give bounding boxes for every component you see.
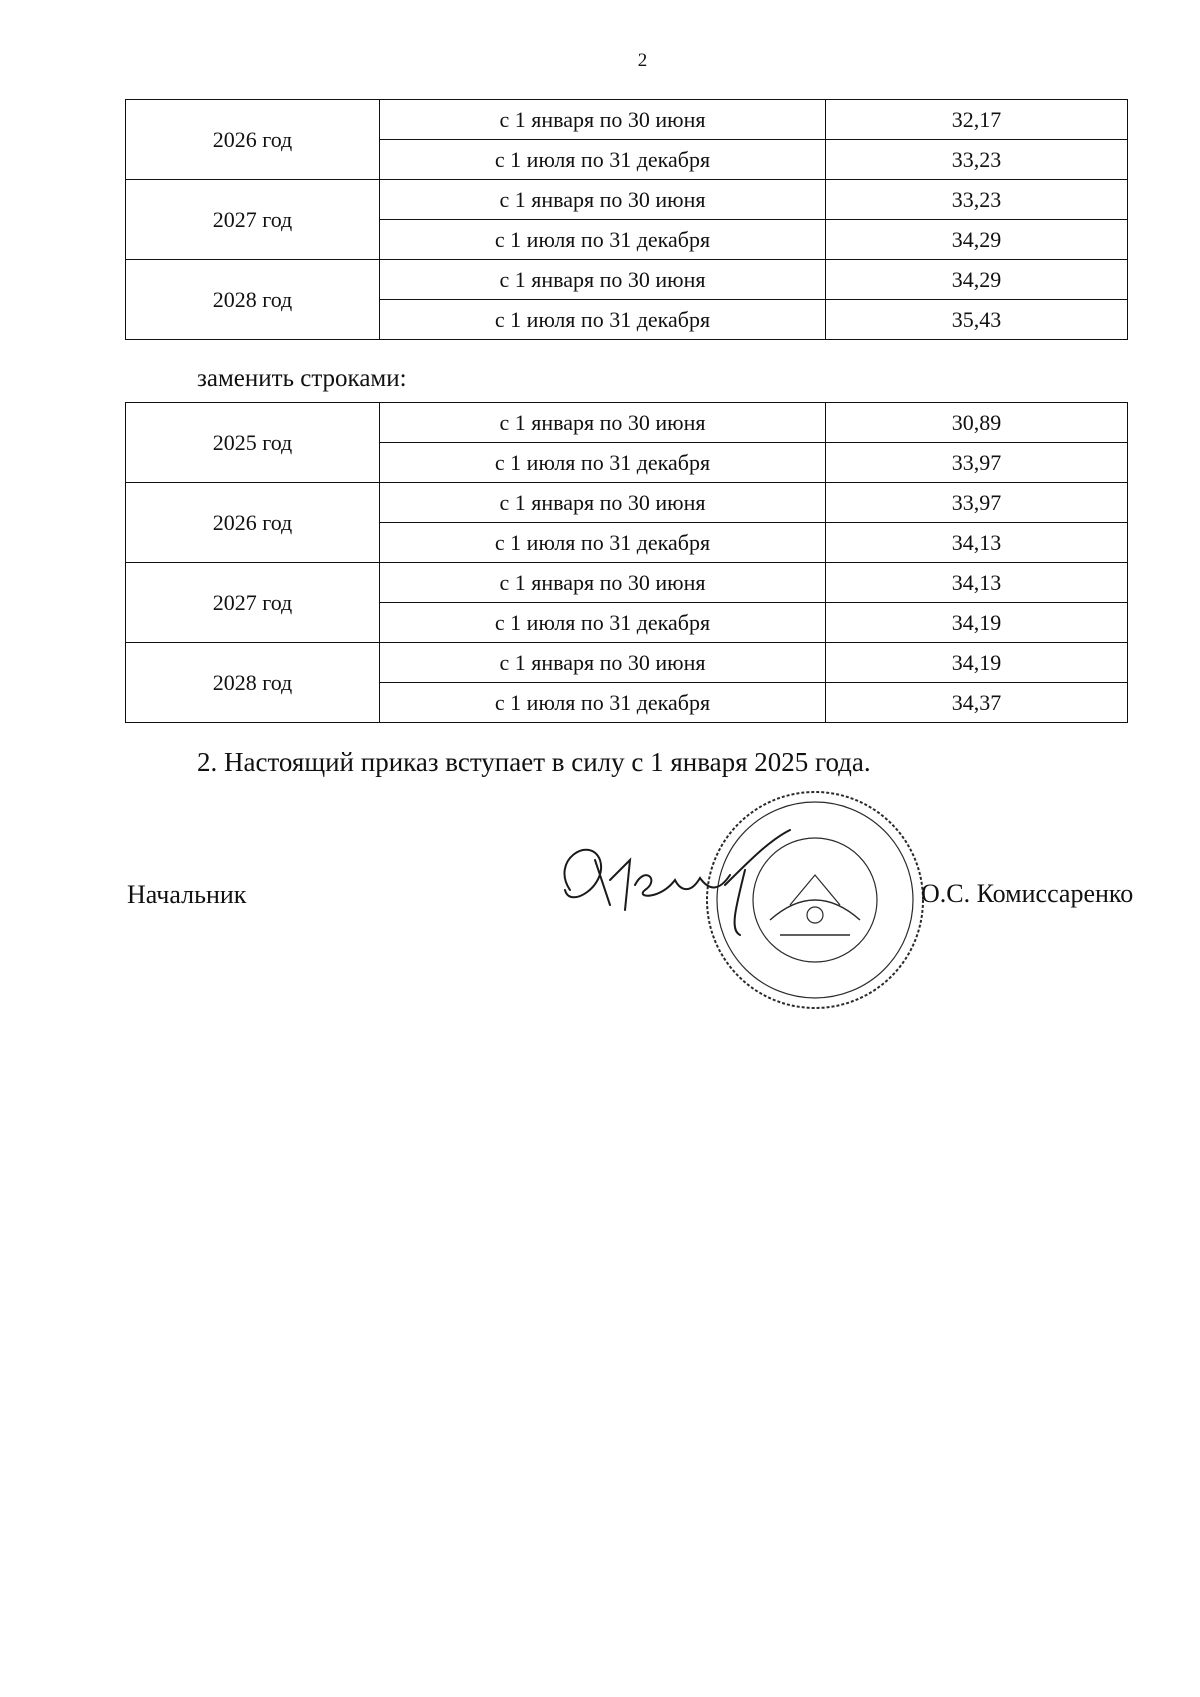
year-cell: 2027 год <box>126 563 380 643</box>
value-cell: 33,23 <box>826 180 1128 220</box>
value-cell: 33,97 <box>826 443 1128 483</box>
table-row <box>126 260 1128 300</box>
period-cell: с 1 января по 30 июня <box>380 403 826 443</box>
period-cell: с 1 января по 30 июня <box>380 563 826 603</box>
year-cell: 2026 год <box>126 483 380 563</box>
year-cell: 2025 год <box>126 403 380 483</box>
table-row <box>126 180 1128 220</box>
effective-date-clause: 2. Настоящий приказ вступает в силу с 1 января 2025 года. <box>197 747 871 777</box>
value-cell: 34,19 <box>826 643 1128 683</box>
replace-instruction: заменить строками: <box>197 365 407 392</box>
value-cell: 34,13 <box>826 563 1128 603</box>
table-row <box>126 643 1128 683</box>
year-cell: 2026 год <box>126 100 380 180</box>
period-cell: с 1 июля по 31 декабря <box>380 603 826 643</box>
table-row <box>126 403 1128 443</box>
value-cell: 34,29 <box>826 220 1128 260</box>
period-cell: с 1 января по 30 июня <box>380 260 826 300</box>
period-cell: с 1 июля по 31 декабря <box>380 443 826 483</box>
period-cell: с 1 января по 30 июня <box>380 100 826 140</box>
handwritten-signature <box>550 820 820 940</box>
value-cell: 30,89 <box>826 403 1128 443</box>
table-row <box>126 100 1128 140</box>
old-tariff-table <box>125 99 1128 340</box>
value-cell: 34,19 <box>826 603 1128 643</box>
period-cell: с 1 июля по 31 декабря <box>380 140 826 180</box>
signer-position: Начальник <box>127 880 247 909</box>
period-cell: с 1 января по 30 июня <box>380 180 826 220</box>
year-cell: 2028 год <box>126 260 380 340</box>
period-cell: с 1 января по 30 июня <box>380 483 826 523</box>
period-cell: с 1 июля по 31 декабря <box>380 523 826 563</box>
page-number: 2 <box>637 50 648 71</box>
value-cell: 34,29 <box>826 260 1128 300</box>
year-cell: 2028 год <box>126 643 380 723</box>
value-cell: 35,43 <box>826 300 1128 340</box>
value-cell: 32,17 <box>826 100 1128 140</box>
year-cell: 2027 год <box>126 180 380 260</box>
new-tariff-table <box>125 402 1128 723</box>
value-cell: 33,23 <box>826 140 1128 180</box>
table-row <box>126 563 1128 603</box>
value-cell: 34,37 <box>826 683 1128 723</box>
value-cell: 34,13 <box>826 523 1128 563</box>
period-cell: с 1 июля по 31 декабря <box>380 683 826 723</box>
value-cell: 33,97 <box>826 483 1128 523</box>
table-row <box>126 483 1128 523</box>
period-cell: с 1 января по 30 июня <box>380 643 826 683</box>
period-cell: с 1 июля по 31 декабря <box>380 220 826 260</box>
signer-name: О.С. Комиссаренко <box>921 879 1134 908</box>
period-cell: с 1 июля по 31 декабря <box>380 300 826 340</box>
